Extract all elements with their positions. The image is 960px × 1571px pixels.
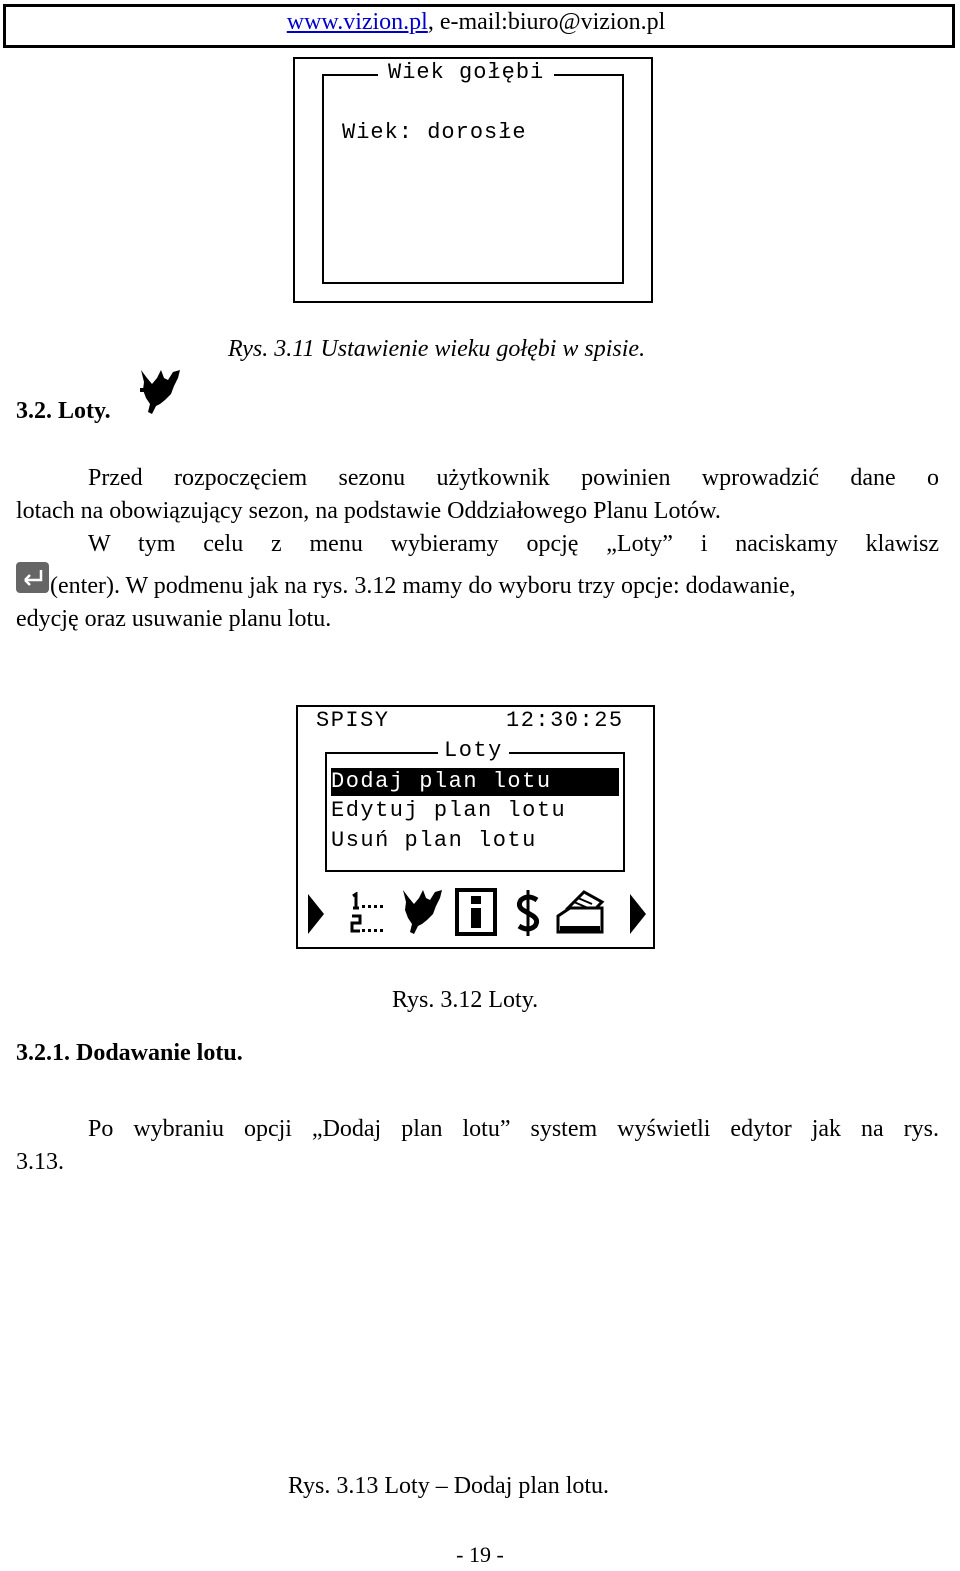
figure-caption-3-12: Rys. 3.12 Loty. — [392, 987, 539, 1013]
header-email: e-mail:biuro@vizion.pl — [433, 9, 666, 35]
screen-value-line: Wiek: dorosłe — [342, 120, 527, 145]
list-icon[interactable] — [350, 892, 390, 936]
pigeon-icon — [138, 368, 184, 418]
enter-key-icon — [16, 562, 49, 593]
menu-item-add-flight-plan[interactable]: Dodaj plan lotu — [331, 768, 619, 796]
paragraph-line: Przed rozpoczęciem sezonu użytkownik powinien wprowadzić dane o — [88, 465, 939, 491]
paragraph-line: (enter). W podmenu jak na rys. 3.12 mamy do wyboru trzy opcje: dodawanie, — [50, 573, 796, 599]
website-link[interactable]: www.vizion.pl — [286, 9, 428, 35]
screen-legend: Wiek gołębi — [378, 60, 554, 85]
arrow-right-icon[interactable] — [628, 892, 648, 936]
paragraph-line: edycję oraz usuwanie planu lotu. — [16, 606, 332, 632]
screen-clock: 12:30:25 — [506, 708, 624, 733]
figure-caption-3-13: Rys. 3.13 Loty – Dodaj plan lotu. — [288, 1473, 610, 1499]
menu-legend: Loty — [438, 738, 509, 763]
menu-item-edit-flight-plan[interactable]: Edytuj plan lotu — [331, 798, 567, 823]
info-icon[interactable] — [455, 888, 497, 936]
pigeon-icon[interactable] — [400, 888, 446, 938]
page-header — [0, 9, 952, 36]
section-heading-3-2-1: 3.2.1. Dodawanie lotu. — [16, 1040, 243, 1066]
section-heading-3-2: 3.2. Loty. — [16, 398, 111, 424]
paragraph-line: W tym celu z menu wybieramy opcję „Loty” i naciskamy klawisz — [88, 531, 939, 557]
page-number: - 19 - — [456, 1542, 504, 1567]
figure-caption-3-11: Rys. 3.11 Ustawienie wieku gołębi w spisie. — [228, 336, 646, 362]
printer-icon[interactable] — [554, 888, 606, 938]
screen-frame — [322, 74, 624, 284]
paragraph-line: lotach na obowiązujący sezon, na podstawie Oddziałowego Planu Lotów. — [16, 498, 721, 524]
menu-item-delete-flight-plan[interactable]: Usuń plan lotu — [331, 828, 537, 853]
header-separator: , — [427, 9, 434, 35]
paragraph-line: Po wybraniu opcji „Dodaj plan lotu” system wyświetli edytor jak na rys. — [88, 1116, 939, 1142]
paragraph-line: 3.13. — [16, 1149, 64, 1175]
dollar-icon[interactable] — [515, 888, 541, 938]
arrow-left-icon[interactable] — [306, 892, 326, 936]
screen-title: SPISY — [316, 708, 390, 733]
